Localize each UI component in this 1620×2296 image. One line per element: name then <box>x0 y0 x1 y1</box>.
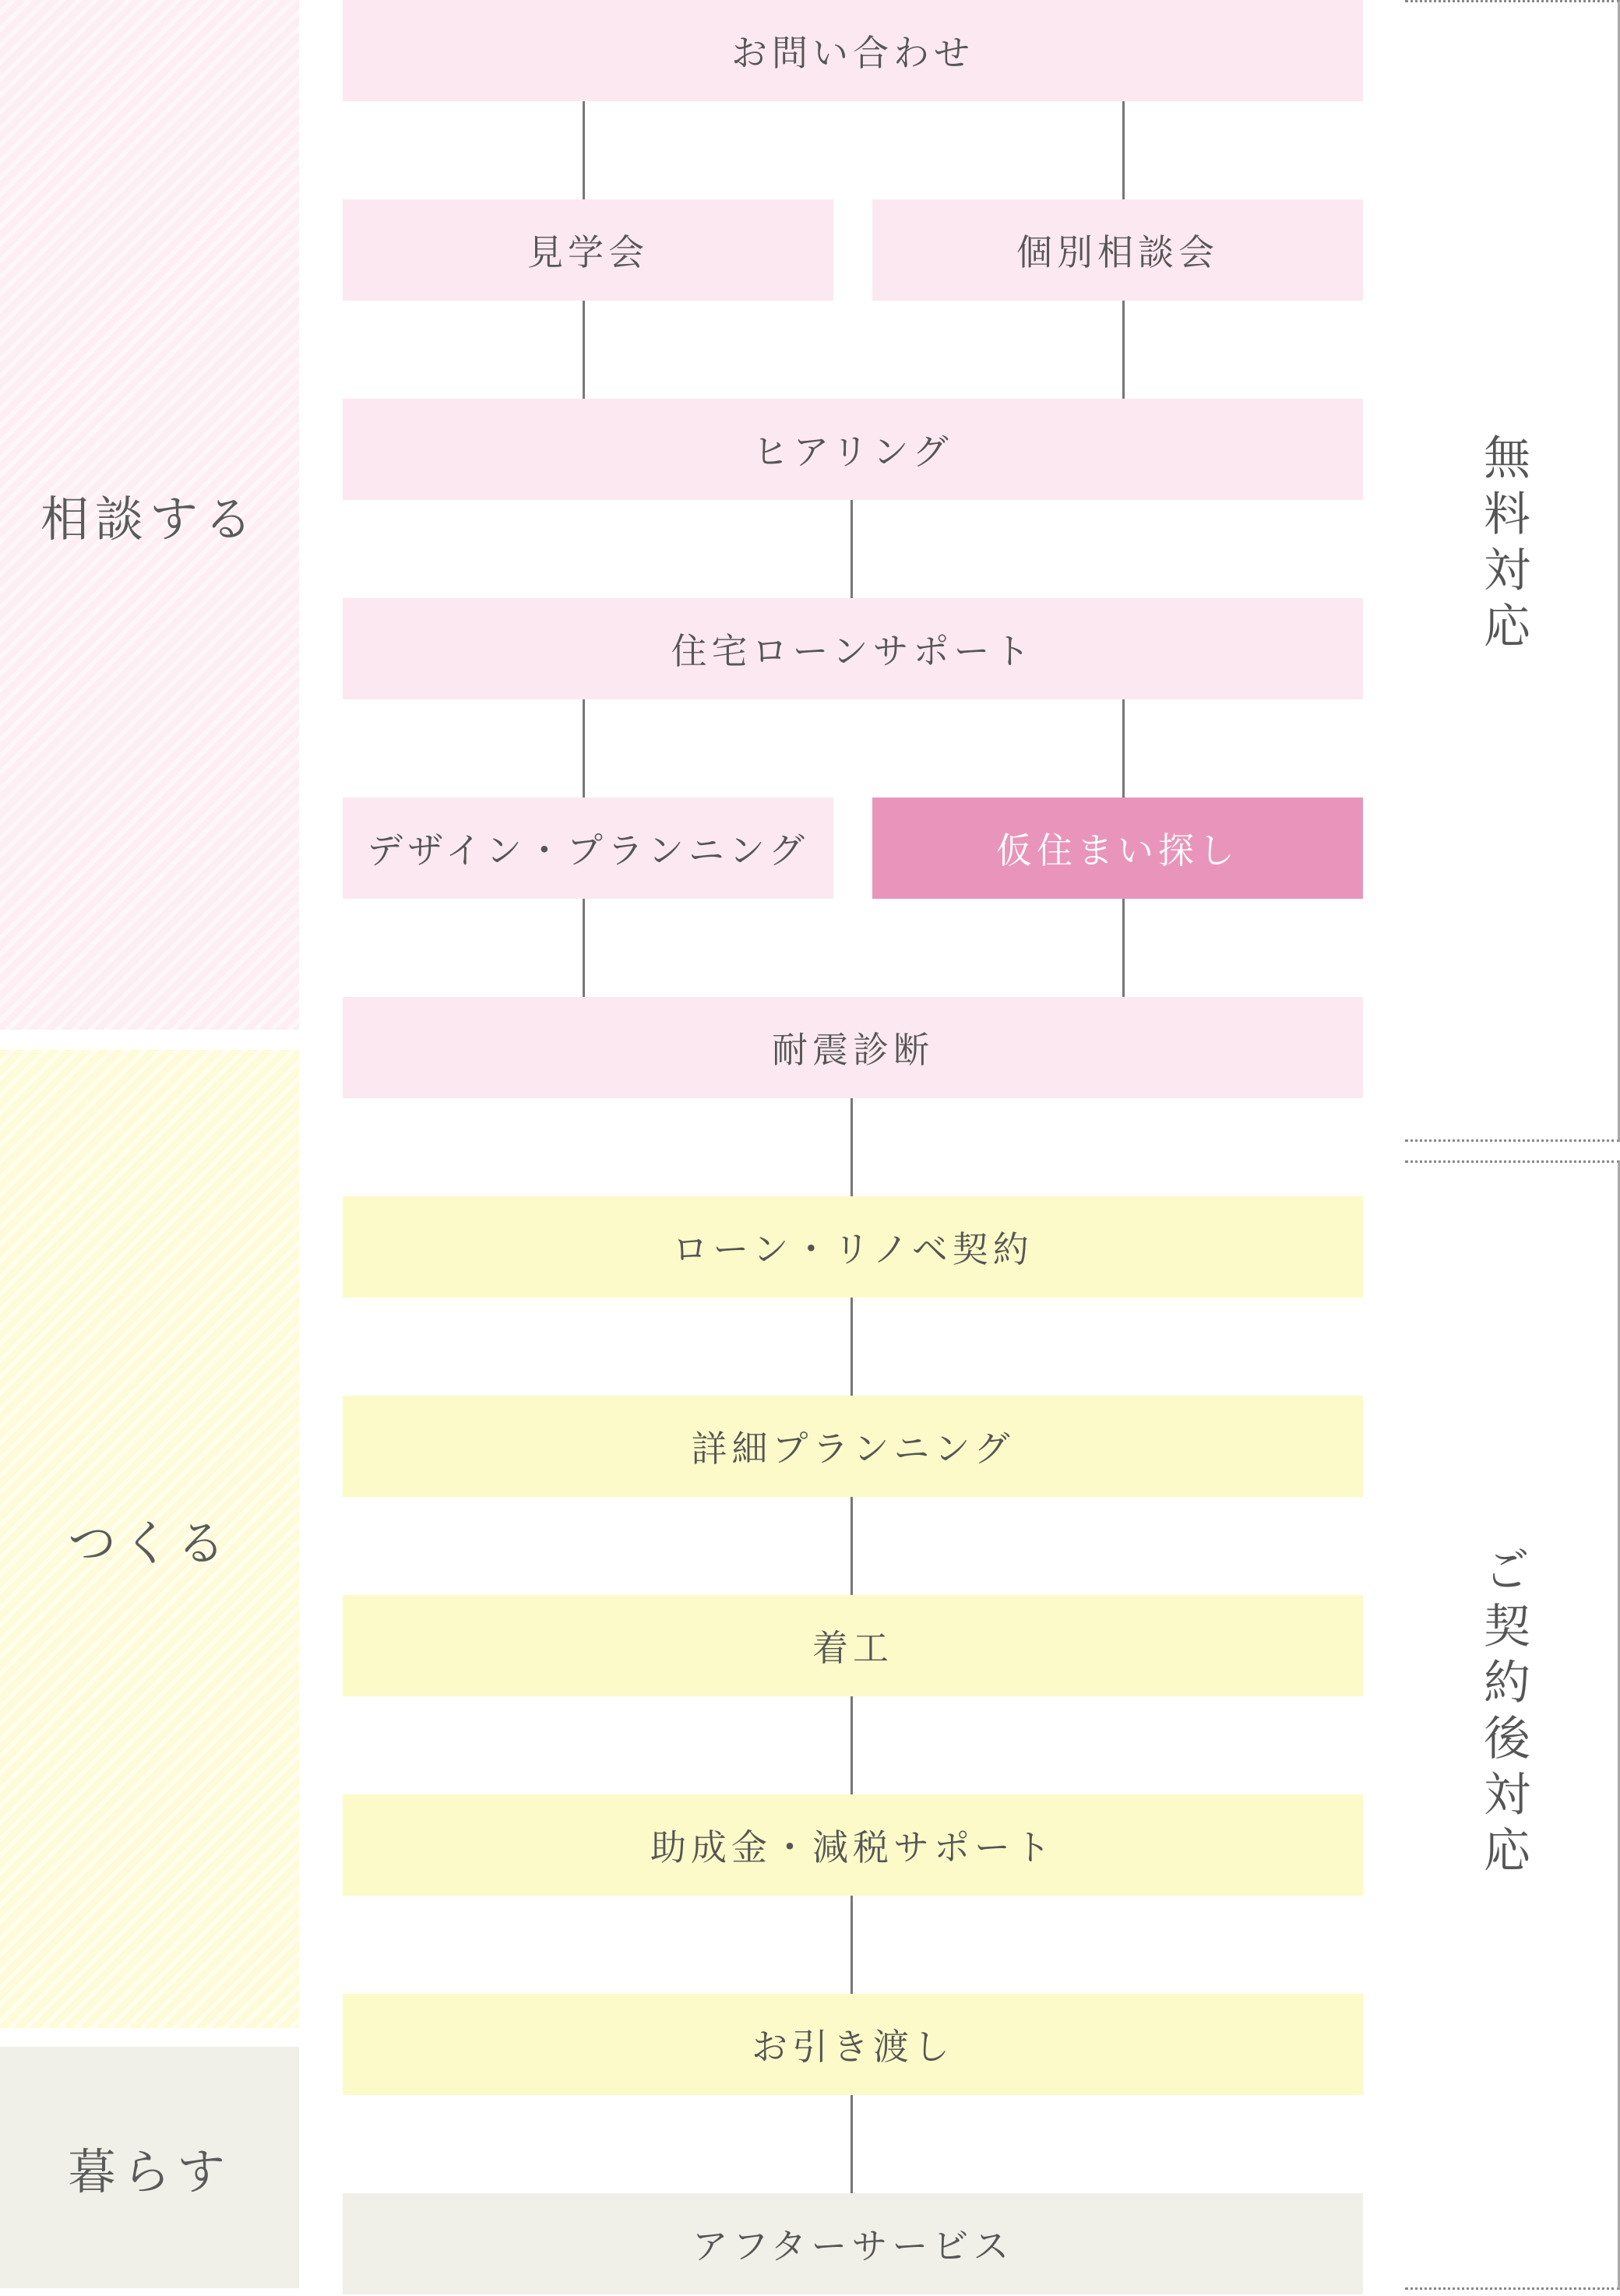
connector-line <box>850 2095 853 2193</box>
phase-consult <box>0 0 299 1030</box>
connector-line <box>1122 699 1125 798</box>
connector-line <box>1122 301 1125 399</box>
connector-line <box>583 101 585 199</box>
phase-build <box>0 1050 299 2028</box>
connector-line <box>583 301 585 399</box>
step-after-service: アフターサービス <box>343 2193 1363 2294</box>
step-temp-housing: 仮住まい探し <box>872 798 1363 899</box>
phase-live <box>0 2047 299 2288</box>
step-inquiry: お問い合わせ <box>343 0 1363 101</box>
bracket-free-label: 無料対応 <box>1476 433 1530 657</box>
step-contract: ローン・リノベ契約 <box>343 1196 1363 1298</box>
phase-consult-label: 相談する <box>40 490 259 548</box>
step-individual-consult: 個別相談会 <box>872 199 1363 301</box>
connector-line <box>850 1497 853 1595</box>
connector-line <box>583 899 585 997</box>
step-subsidy: 助成金・減税サポート <box>343 1794 1363 1896</box>
step-loan-support: 住宅ローンサポート <box>343 598 1363 699</box>
connector-line <box>850 500 853 598</box>
step-handover: お引き渡し <box>343 1994 1363 2095</box>
bracket-after-contract-label: ご契約後対応 <box>1476 1545 1530 1882</box>
connector-line <box>850 1298 853 1396</box>
step-tour: 見学会 <box>343 199 833 301</box>
connector-line <box>1122 101 1125 199</box>
step-detail-planning: 詳細プランニング <box>343 1396 1363 1497</box>
step-seismic: 耐震診断 <box>343 997 1363 1098</box>
step-hearing: ヒアリング <box>343 399 1363 500</box>
step-design-planning: デザイン・プランニング <box>343 798 833 899</box>
step-construction: 着工 <box>343 1595 1363 1696</box>
connector-line <box>850 1098 853 1196</box>
connector-line <box>850 1896 853 1994</box>
connector-line <box>850 1696 853 1794</box>
connector-line <box>583 699 585 798</box>
phase-live-label: 暮らす <box>67 2143 231 2200</box>
connector-line <box>1122 899 1125 997</box>
phase-build-label: つくる <box>67 1514 231 1572</box>
